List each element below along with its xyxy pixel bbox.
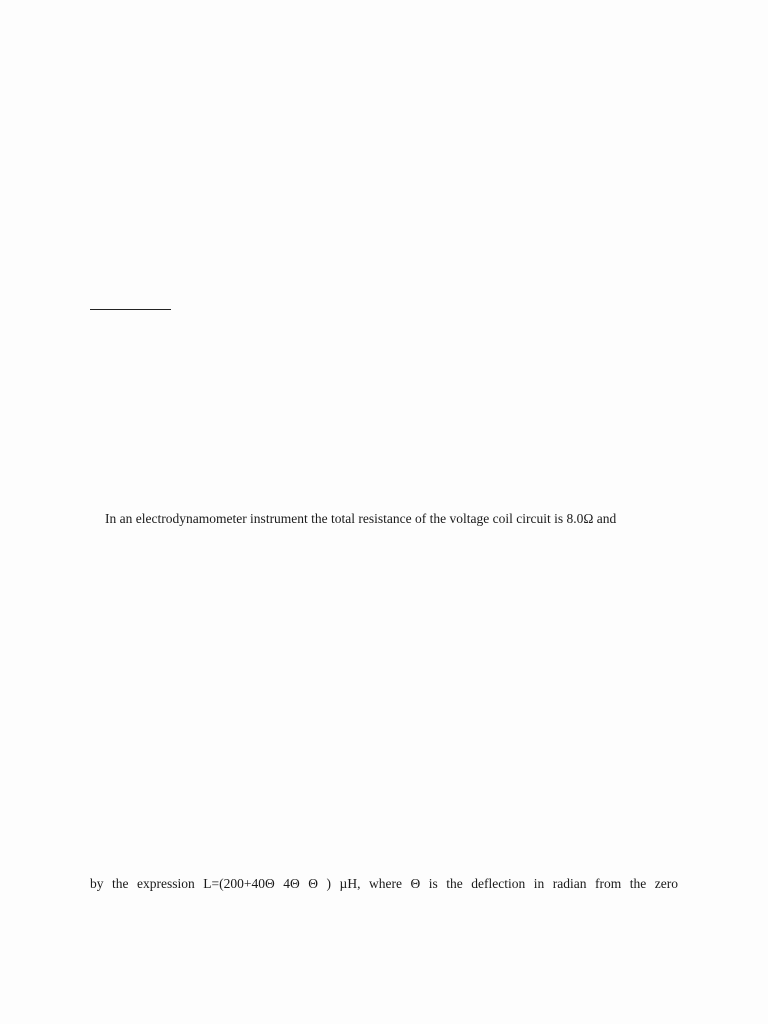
- paragraph-line-2: by the expression L=(200+40Θ 4Θ Θ ) µH, where Θ is the deflection in radian from the zero: [90, 876, 678, 891]
- footnote-separator-rule: [90, 309, 171, 310]
- paragraph-line-1: In an electrodynamometer instrument the total resistance of the voltage coil circuit is 8.0Ω and: [105, 511, 617, 526]
